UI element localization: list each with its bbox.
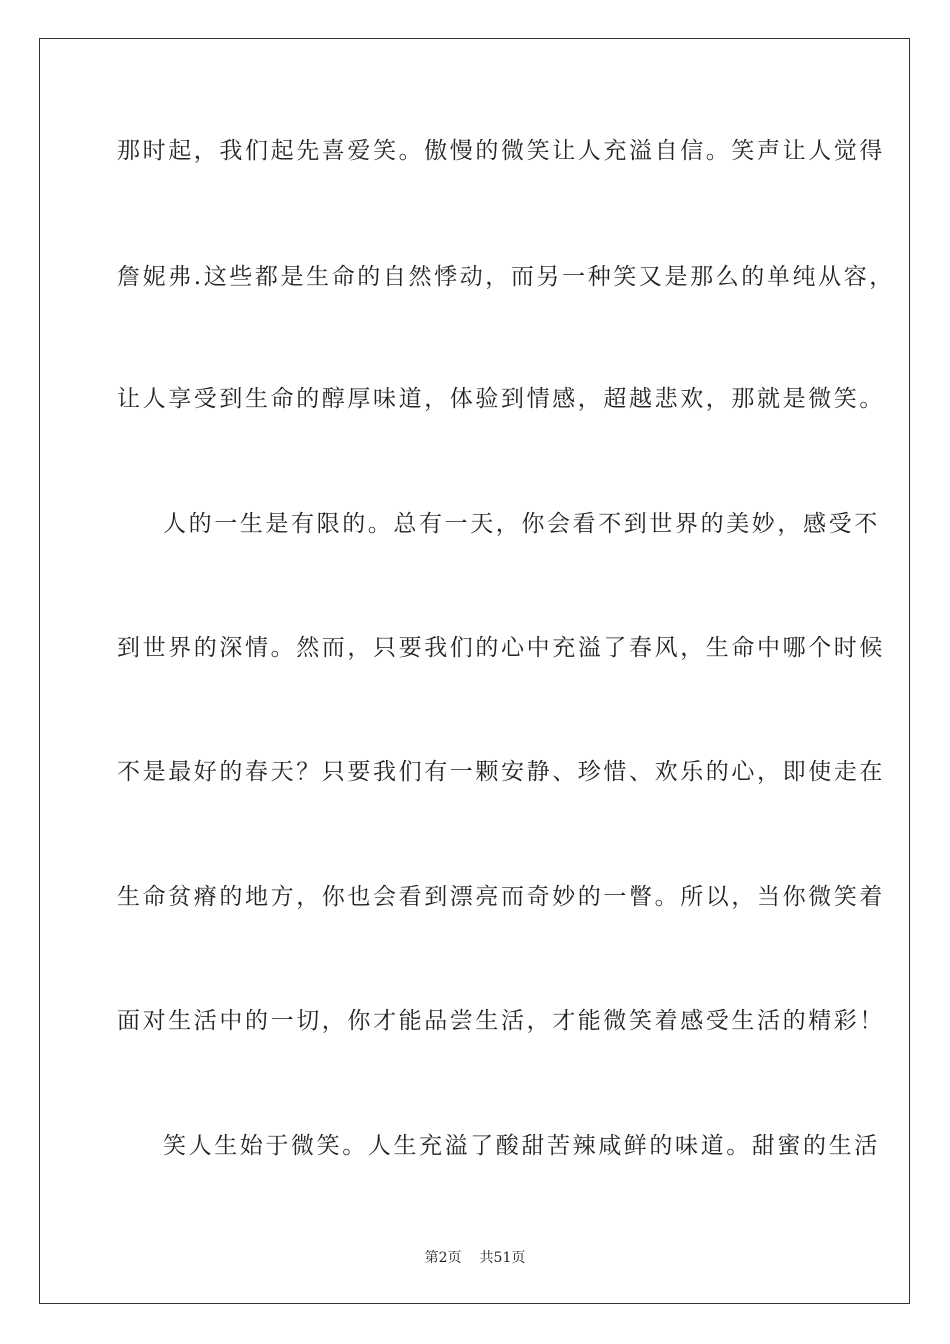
paragraph-first-line: 笑人生始于微笑。人生充溢了酸甜苦辣咸鲜的味道。甜蜜的生活: [163, 1133, 880, 1159]
text-line: 让人享受到生命的醇厚味道，体验到情感，超越悲欢，那就是微笑。: [117, 386, 885, 412]
page-number: 第2页: [424, 1250, 462, 1266]
text-line: 生命贫瘠的地方，你也会看到漂亮而奇妙的一瞥。所以，当你微笑着: [117, 884, 885, 910]
text-line: 詹妮弗.这些都是生命的自然悸动，而另一种笑又是那么的单纯从容，: [117, 264, 895, 290]
text-line: 不是最好的春天？只要我们有一颗安静、珍惜、欢乐的心，即使走在: [117, 759, 885, 785]
page-total: 共51页: [479, 1250, 526, 1266]
page-footer: [0, 1249, 950, 1267]
text-line: 面对生活中的一切，你才能品尝生活，才能微笑着感受生活的精彩！: [117, 1008, 885, 1034]
text-line: 那时起，我们起先喜爱笑。傲慢的微笑让人充溢自信。笑声让人觉得: [117, 138, 885, 164]
text-line: 到世界的深情。然而，只要我们的心中充溢了春风，生命中哪个时候: [117, 635, 885, 661]
page-frame: [39, 38, 910, 1304]
paragraph-first-line: 人的一生是有限的。总有一天，你会看不到世界的美妙，感受不: [163, 511, 880, 537]
